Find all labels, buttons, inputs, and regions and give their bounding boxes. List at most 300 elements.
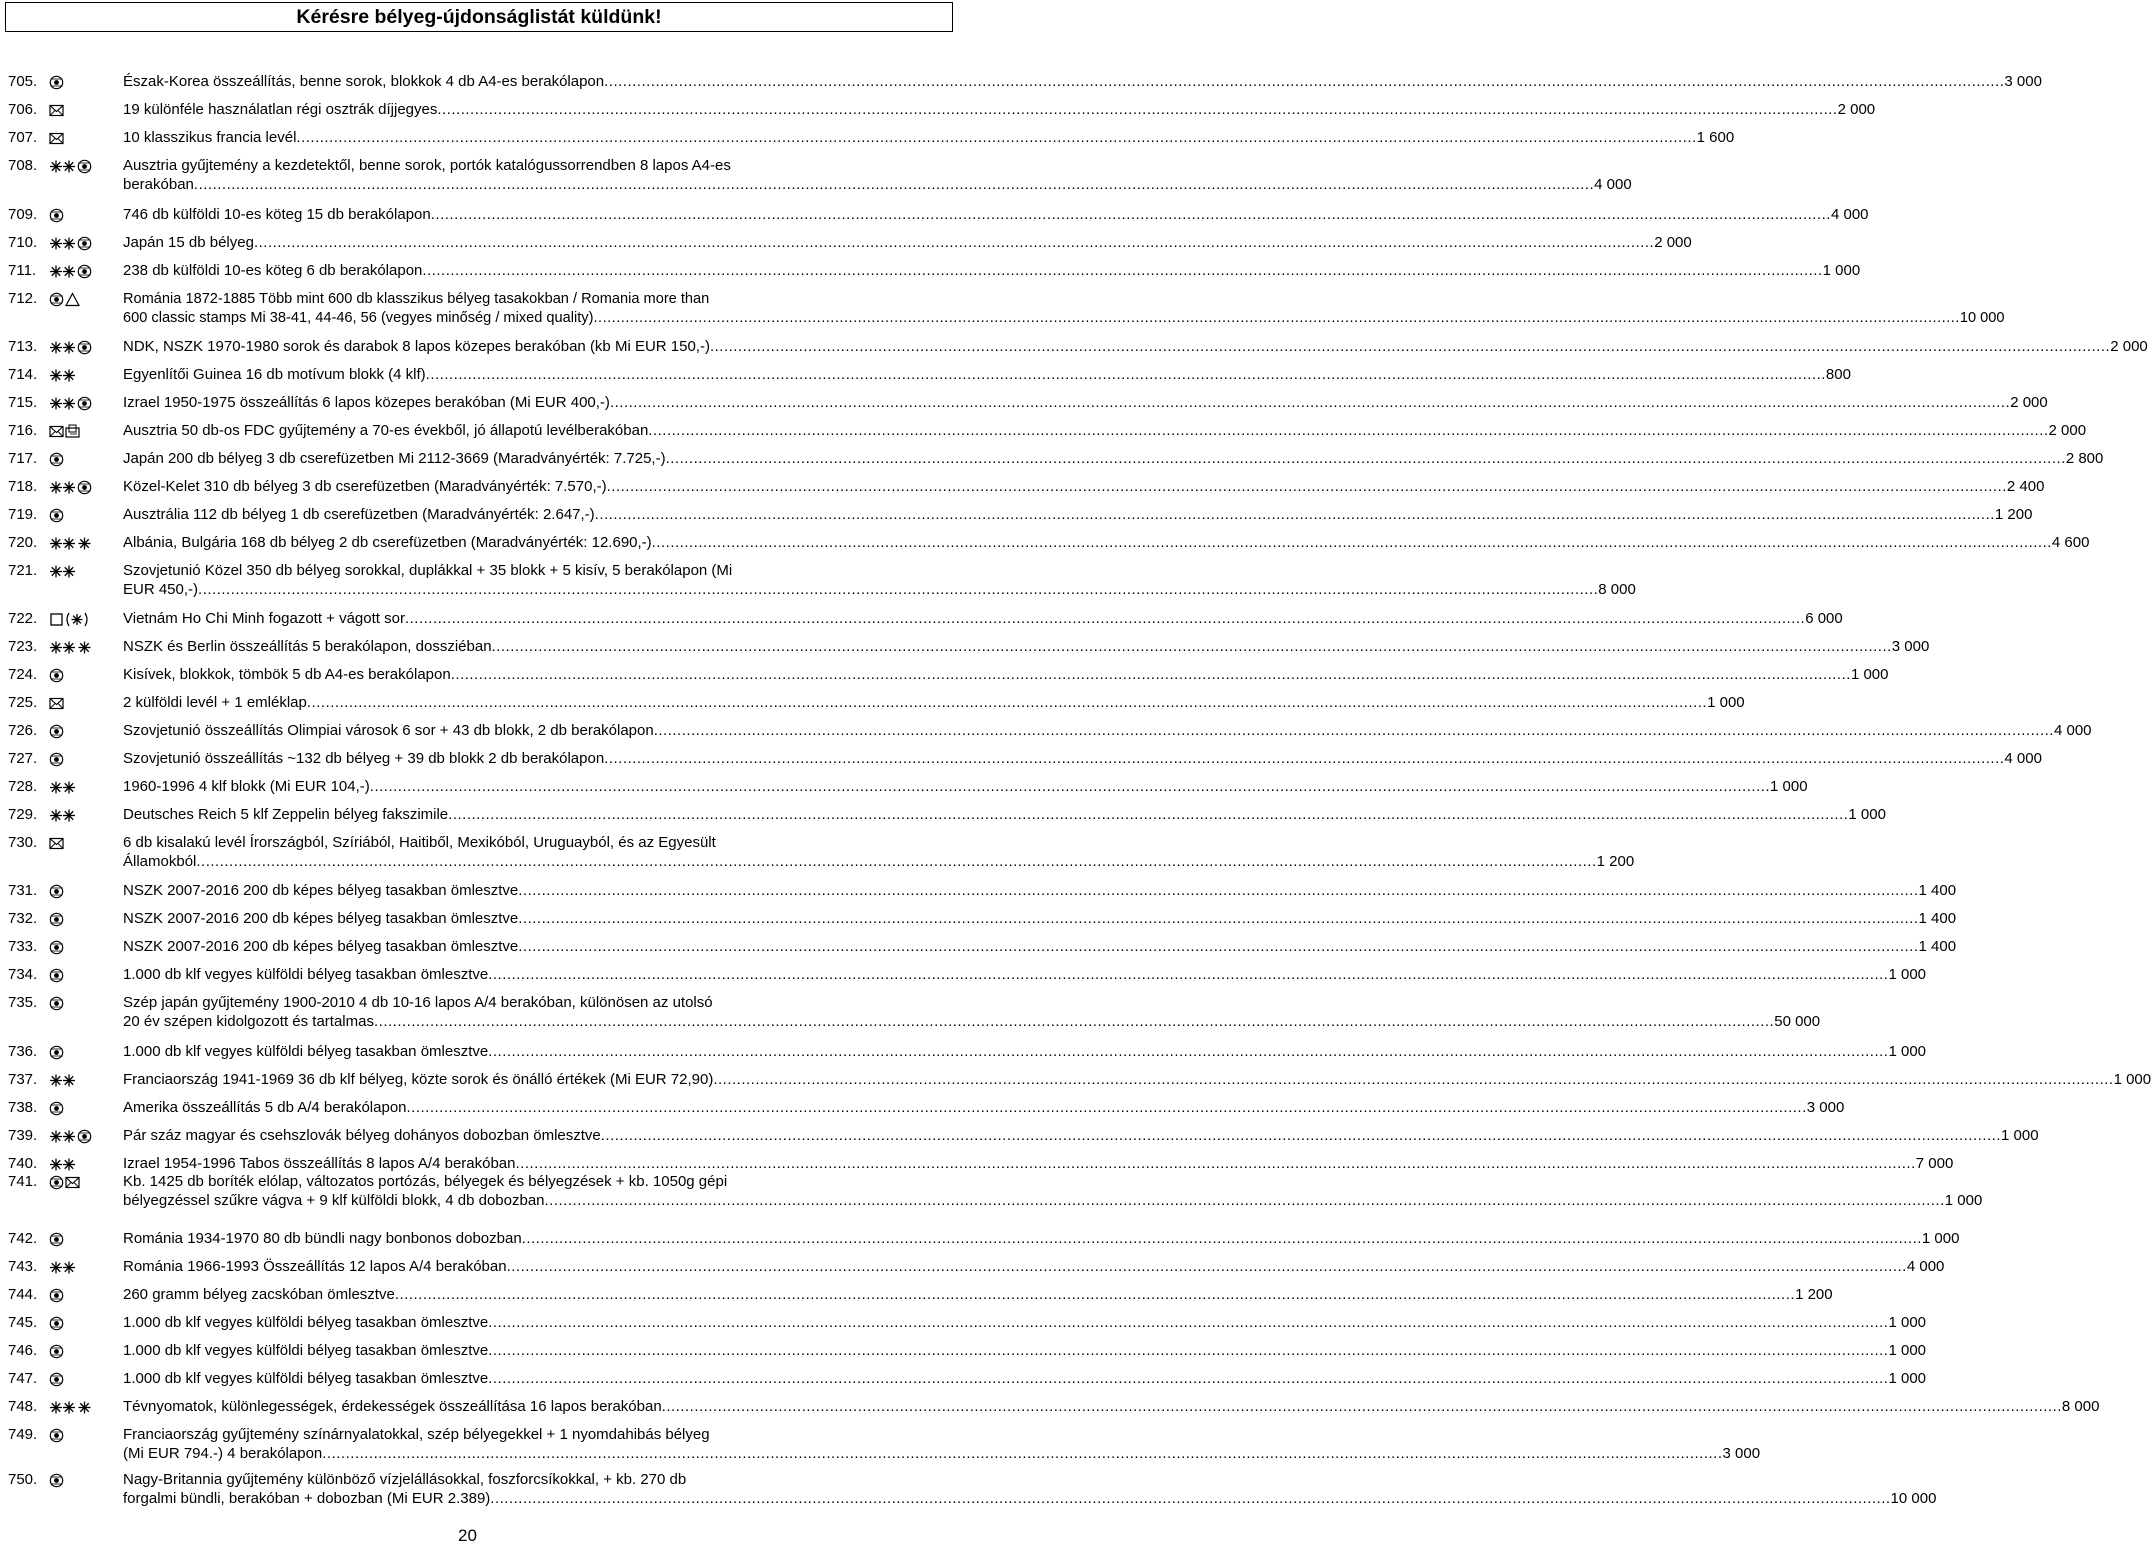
- lot-number: 730.: [8, 834, 38, 851]
- lot-price: 1 200: [1795, 1286, 1833, 1303]
- lot-condition-icons: [49, 1175, 80, 1190]
- lot-description: [123, 290, 2005, 328]
- lot-number: 710.: [8, 234, 38, 251]
- lot-description-line: [123, 234, 1692, 253]
- lot-description-line: [123, 1173, 906, 1192]
- lot-condition-icons: [49, 1316, 64, 1331]
- lot-condition-icons: [49, 368, 76, 383]
- lot-description-line: [123, 694, 1745, 713]
- lot-description-text: Szovjetunió Közel 350 db bélyeg sorokkal, duplákkal + 35 blokk + 5 kisív, 5 berakólapon (Mi: [123, 562, 733, 579]
- dot-leader: ............................................................................................................................................................................................................................................................................................................: [488, 1370, 1889, 1387]
- lot-description-text: forgalmi bündli, berakóban + dobozban (Mi EUR 2.389): [123, 1490, 491, 1507]
- lot-description-text: Japán 200 db bélyeg 3 db cserefüzetben Mi 2112-3669 (Maradványérték: 7.725,-): [123, 450, 666, 467]
- lot-description-line: [123, 750, 2042, 769]
- lot-condition-icons: [49, 1473, 64, 1488]
- dot-leader: ............................................................................................................................................................................................................................................................................................................: [518, 910, 1919, 927]
- lot-description-text: NSZK és Berlin összeállítás 5 berakólapon, dossziéban: [123, 638, 492, 655]
- lot-description-line: [123, 1342, 1927, 1361]
- lot-price: 2 000: [2010, 394, 2048, 411]
- lot-description-text: Egyenlítői Guinea 16 db motívum blokk (4 klf): [123, 366, 426, 383]
- lot-condition-icons: [49, 1344, 64, 1359]
- cancel-icon: [77, 396, 92, 411]
- mint-hinged-icon: [49, 1260, 76, 1275]
- lot-condition-icons: [49, 1428, 64, 1443]
- lot-condition-icons: [49, 808, 76, 823]
- lot-description-line: [123, 129, 1735, 148]
- lot-price: 3 000: [1806, 1099, 1845, 1116]
- dot-leader: ............................................................................................................................................................................................................................................................................................................: [651, 534, 2052, 551]
- dot-leader: ............................................................................................................................................................................................................................................................................................................: [506, 1258, 1907, 1275]
- dot-leader: ............................................................................................................................................................................................................................................................................................................: [609, 394, 2011, 411]
- dot-leader: ............................................................................................................................................................................................................................................................................................................: [606, 478, 2007, 495]
- lot-number: 719.: [8, 506, 38, 523]
- cancel-icon: [49, 1344, 64, 1359]
- lot-condition-icons: [49, 396, 92, 411]
- dot-leader: ............................................................................................................................................................................................................................................................................................................: [521, 1230, 1922, 1247]
- lot-description-line: [123, 610, 1843, 629]
- lot-price: 1 000: [1707, 694, 1745, 711]
- lot-price: 3 000: [2004, 73, 2042, 90]
- lot-description-line: [123, 101, 1876, 120]
- lot-description: [123, 1155, 1954, 1174]
- lot-price: 1 000: [1944, 1192, 1983, 1209]
- mint-hinged-icon: [49, 368, 76, 383]
- lot-description: [123, 1127, 2039, 1146]
- lot-price: 1 000: [1888, 1370, 1927, 1387]
- cancel-icon: [49, 996, 64, 1011]
- lot-description-line: [123, 422, 2087, 441]
- dot-leader: ............................................................................................................................................................................................................................................................................................................: [196, 853, 1597, 870]
- lot-description-text: Tévnyomatok, különlegességek, érdekességek összeállítása 16 lapos berakóban: [123, 1398, 662, 1415]
- mint-hinged-icon: [49, 159, 76, 174]
- lot-price: 1 200: [1994, 506, 2033, 523]
- lot-number: 736.: [8, 1043, 38, 1060]
- dot-leader: ............................................................................................................................................................................................................................................................................................................: [604, 750, 2005, 767]
- mint-hinged-icon: [49, 264, 76, 279]
- lot-price: 2 400: [2006, 478, 2045, 495]
- lot-description: [123, 1173, 1983, 1211]
- lot-number: 731.: [8, 882, 38, 899]
- lot-number: 718.: [8, 478, 38, 495]
- mint-hinged-icon: [49, 808, 76, 823]
- lot-number: 724.: [8, 666, 38, 683]
- lot-price: 4 000: [2004, 750, 2042, 767]
- lot-description-text: Kisívek, blokkok, tömbök 5 db A4-es berakólapon: [123, 666, 451, 683]
- dot-leader: ............................................................................................................................................................................................................................................................................................................: [369, 778, 1771, 795]
- lot-condition-icons: [49, 640, 92, 655]
- lot-condition-icons: [49, 1260, 76, 1275]
- lot-price: 2 800: [2065, 450, 2104, 467]
- lot-price: 1 000: [1888, 1342, 1927, 1359]
- cancel-icon: [77, 159, 92, 174]
- lot-description-line: [123, 290, 906, 309]
- cancel-icon: [49, 752, 64, 767]
- lot-price: 1 400: [1918, 910, 1957, 927]
- lot-number: 735.: [8, 994, 38, 1011]
- hinged-icon: [77, 640, 92, 655]
- lot-number: 726.: [8, 722, 38, 739]
- lot-description-text: 6 db kisalakú levél Írországból, Szíriából, Haitiből, Mexikóból, Uruguayból, és az Egyesült: [123, 834, 716, 851]
- cancel-icon: [49, 75, 64, 90]
- dot-leader: ............................................................................................................................................................................................................................................................................................................: [450, 666, 1851, 683]
- dot-leader: ............................................................................................................................................................................................................................................................................................................: [296, 129, 1697, 146]
- dot-leader: ............................................................................................................................................................................................................................................................................................................: [518, 882, 1919, 899]
- lot-description-text: 1960-1996 4 klf blokk (Mi EUR 104,-): [123, 778, 370, 795]
- lot-price: 10 000: [1959, 310, 2005, 326]
- lot-price: 10 000: [1890, 1490, 1937, 1507]
- lot-description-text: Ausztria gyűjtemény a kezdetektől, benne sorok, portók katalógussorrendben 8 lapos A4-es: [123, 157, 731, 174]
- lot-price: 4 000: [1594, 176, 1632, 193]
- lot-description-text: Japán 15 db bélyeg: [123, 234, 254, 251]
- lot-description: [123, 394, 2048, 413]
- dot-leader: ............................................................................................................................................................................................................................................................................................................: [198, 581, 1599, 598]
- dot-leader: ............................................................................................................................................................................................................................................................................................................: [491, 638, 1892, 655]
- lot-description-text: Szovjetunió összeállítás Olimpiai városok 6 sor + 43 db blokk, 2 db berakólapon: [123, 722, 654, 739]
- lot-price: 8 000: [1598, 581, 1636, 598]
- lot-description-line: [123, 1043, 1927, 1062]
- lot-description-text: 10 klasszikus francia levél: [123, 129, 297, 146]
- lot-description-line: [123, 581, 1636, 600]
- cancel-icon: [49, 508, 64, 523]
- lot-condition-icons: [49, 968, 64, 983]
- lot-description-line: [123, 1286, 1833, 1305]
- lot-description-text: bélyegzéssel szűkre vágva + 9 klf külföldi blokk, 4 db dobozban: [123, 1192, 545, 1209]
- lot-number: 734.: [8, 966, 38, 983]
- lot-condition-icons: [49, 1073, 76, 1088]
- lot-description-line: [123, 722, 2092, 741]
- lot-number: 739.: [8, 1127, 38, 1144]
- lot-number: 737.: [8, 1071, 38, 1088]
- lot-description-text: 1.000 db klf vegyes külföldi bélyeg tasakban ömlesztve: [123, 1370, 489, 1387]
- mint-hinged-icon: [49, 640, 76, 655]
- lot-description-line: [123, 1099, 1845, 1118]
- lot-condition-icons: [49, 696, 64, 711]
- lot-condition-icons: [49, 1157, 76, 1172]
- hinged-paren-icon: [65, 612, 89, 627]
- lot-description: [123, 506, 2033, 525]
- lot-number: 743.: [8, 1258, 38, 1275]
- lot-condition-icons: [49, 264, 92, 279]
- lot-number: 749.: [8, 1426, 38, 1443]
- lot-number: 728.: [8, 778, 38, 795]
- hinged-icon: [77, 1400, 92, 1415]
- mint-hinged-icon: [49, 1400, 76, 1415]
- lot-description-text: Szovjetunió összeállítás ~132 db bélyeg + 39 db blokk 2 db berakólapon: [123, 750, 605, 767]
- lot-description: [123, 694, 1745, 713]
- lot-number: 720.: [8, 534, 38, 551]
- lot-description: [123, 750, 2042, 769]
- lot-description-text: berakóban: [123, 176, 194, 193]
- dot-leader: ............................................................................................................................................................................................................................................................................................................: [518, 938, 1919, 955]
- lot-description: [123, 910, 1957, 929]
- lot-description: [123, 666, 1889, 685]
- lot-description-text: Kb. 1425 db boríték elólap, változatos portózás, bélyegek és bélyegzések + kb. 1050g gépi: [123, 1173, 728, 1190]
- lot-description-line: [123, 366, 1851, 385]
- lot-price: 2 000: [1837, 101, 1876, 118]
- envelope-icon: [49, 131, 64, 146]
- lot-condition-icons: [49, 1045, 64, 1060]
- dot-leader: ............................................................................................................................................................................................................................................................................................................: [544, 1192, 1945, 1209]
- lot-condition-icons: [49, 159, 92, 174]
- lot-condition-icons: [49, 131, 64, 146]
- lot-description-text: Franciaország gyűjtemény színárnyalatokkal, szép bélyegekkel + 1 nyomdahibás bélyeg: [123, 1426, 710, 1443]
- dot-leader: ............................................................................................................................................................................................................................................................................................................: [430, 206, 1831, 223]
- lot-description-line: [123, 666, 1889, 685]
- lot-number: 721.: [8, 562, 38, 579]
- lot-condition-icons: [49, 912, 64, 927]
- lot-number: 711.: [8, 262, 37, 279]
- lot-condition-icons: [49, 780, 76, 795]
- lot-price: 7 000: [1915, 1155, 1954, 1172]
- lot-price: 1 200: [1596, 853, 1635, 870]
- lot-condition-icons: [49, 884, 64, 899]
- dot-leader: ............................................................................................................................................................................................................................................................................................................: [594, 506, 1995, 523]
- lot-condition-icons: [49, 1232, 64, 1247]
- lot-condition-icons: [49, 1129, 92, 1144]
- lot-price: 8 000: [2061, 1398, 2100, 1415]
- dot-leader: ............................................................................................................................................................................................................................................................................................................: [422, 262, 1823, 279]
- lot-description-text: (Mi EUR 794.-) 4 berakólapon: [123, 1445, 323, 1462]
- lot-description: [123, 1398, 2100, 1417]
- lot-price: 1 600: [1696, 129, 1735, 146]
- lot-description-line: [123, 1127, 2039, 1146]
- lot-condition-icons: [49, 452, 64, 467]
- lot-description: [123, 1370, 1927, 1389]
- lot-condition-icons: [49, 1288, 64, 1303]
- lot-number: 745.: [8, 1314, 38, 1331]
- lot-description-text: Nagy-Britannia gyűjtemény különböző vízjelállásokkal, foszforcsíkokkal, + kb. 270 db: [123, 1471, 687, 1488]
- lot-number: 747.: [8, 1370, 38, 1387]
- lot-description-line: [123, 262, 1861, 281]
- cancel-icon: [49, 968, 64, 983]
- lot-number: 707.: [8, 129, 38, 146]
- lot-description: [123, 1230, 1960, 1249]
- lot-description-line: [123, 1013, 1821, 1032]
- lot-number: 740.: [8, 1155, 38, 1172]
- cancel-icon: [49, 1316, 64, 1331]
- lot-description: [123, 450, 2104, 469]
- lot-description: [123, 1314, 1927, 1333]
- cancel-icon: [49, 208, 64, 223]
- lot-number: 748.: [8, 1398, 38, 1415]
- lot-price: 1 000: [1850, 666, 1889, 683]
- lot-price: 1 400: [1918, 938, 1957, 955]
- dot-leader: ............................................................................................................................................................................................................................................................................................................: [515, 1155, 1916, 1172]
- cancel-icon: [49, 884, 64, 899]
- cancel-icon: [49, 1473, 64, 1488]
- lot-description-text: 1.000 db klf vegyes külföldi bélyeg tasakban ömlesztve: [123, 1314, 489, 1331]
- lot-description-line: [123, 506, 2033, 525]
- triangle-icon: [65, 292, 80, 307]
- lot-number: 742.: [8, 1230, 38, 1247]
- lot-description-line: [123, 853, 1635, 872]
- dot-leader: ............................................................................................................................................................................................................................................................................................................: [306, 694, 1708, 711]
- lot-description-text: NDK, NSZK 1970-1980 sorok és darabok 8 lapos közepes berakóban (kb Mi EUR 150,-): [123, 338, 710, 355]
- lot-description-line: [123, 1370, 1927, 1389]
- lot-description-text: 746 db külföldi 10-es köteg 15 db berakólapon: [123, 206, 431, 223]
- lot-description-text: Deutsches Reich 5 klf Zeppelin bélyeg fakszimile: [123, 806, 449, 823]
- dot-leader: ............................................................................................................................................................................................................................................................................................................: [661, 1398, 2062, 1415]
- lot-description: [123, 422, 2087, 441]
- lot-price: 800: [1825, 366, 1851, 383]
- lot-price: 1 000: [2113, 1071, 2151, 1088]
- lot-description-text: Államokból: [123, 853, 197, 870]
- lot-number: 729.: [8, 806, 38, 823]
- lot-condition-icons: [49, 940, 64, 955]
- dot-leader: ............................................................................................................................................................................................................................................................................................................: [394, 1286, 1796, 1303]
- lot-price: 1 000: [1770, 778, 1808, 795]
- mint-hinged-icon: [49, 1073, 76, 1088]
- dot-leader: ............................................................................................................................................................................................................................................................................................................: [648, 422, 2049, 439]
- cancel-icon: [49, 1045, 64, 1060]
- lot-price: 1 000: [1888, 1043, 1927, 1060]
- lot-description-line: [123, 394, 2048, 413]
- dot-leader: ............................................................................................................................................................................................................................................................................................................: [490, 1490, 1891, 1507]
- lot-description-text: Románia 1966-1993 Összeállítás 12 lapos A/4 berakóban: [123, 1258, 507, 1275]
- mint-hinged-icon: [49, 480, 76, 495]
- lot-description-text: Izrael 1950-1975 összeállítás 6 lapos közepes berakóban (Mi EUR 400,-): [123, 394, 610, 411]
- lot-condition-icons: [49, 292, 80, 307]
- lot-description-text: 600 classic stamps Mi 38-41, 44-46, 56 (vegyes minőség / mixed quality): [123, 310, 594, 326]
- lot-description-line: [123, 638, 1930, 657]
- mint-hinged-icon: [49, 396, 76, 411]
- lot-description-text: 260 gramm bélyeg zacskóban ömlesztve: [123, 1286, 395, 1303]
- lot-price: 1 000: [2001, 1127, 2039, 1144]
- lot-description: [123, 1471, 1937, 1509]
- lot-description-text: Észak-Korea összeállítás, benne sorok, blokkok 4 db A4-es berakólapon: [123, 73, 605, 90]
- square-icon: [49, 612, 64, 627]
- lot-description: [123, 157, 1632, 195]
- lot-number: 714.: [8, 366, 38, 383]
- lot-condition-icons: [49, 508, 64, 523]
- lot-price: 2 000: [2048, 422, 2087, 439]
- lot-description-text: Pár száz magyar és csehszlovák bélyeg dohányos dobozban ömlesztve: [123, 1127, 601, 1144]
- lot-description-line: [123, 778, 1808, 797]
- lot-condition-icons: [49, 480, 92, 495]
- dot-leader: ............................................................................................................................................................................................................................................................................................................: [373, 1013, 1775, 1030]
- lot-price: 1 000: [1921, 1230, 1960, 1247]
- lot-description-line: [123, 478, 2045, 497]
- cancel-icon: [49, 1428, 64, 1443]
- cancel-icon: [49, 1372, 64, 1387]
- lot-condition-icons: [49, 1101, 64, 1116]
- lot-description-text: 238 db külföldi 10-es köteg 6 db berakólapon: [123, 262, 423, 279]
- dot-leader: ............................................................................................................................................................................................................................................................................................................: [437, 101, 1838, 118]
- lot-description-line: [123, 1314, 1927, 1333]
- lot-number: 709.: [8, 206, 38, 223]
- lot-condition-icons: [49, 75, 64, 90]
- lot-price: 2 000: [1654, 234, 1692, 251]
- lot-description: [123, 1258, 1945, 1277]
- lot-condition-icons: [49, 612, 89, 627]
- cancel-icon: [49, 1175, 64, 1190]
- cancel-icon: [77, 236, 92, 251]
- lot-description-line: [123, 73, 2042, 92]
- lot-description-text: 1.000 db klf vegyes külföldi bélyeg tasakban ömlesztve: [123, 966, 489, 983]
- lot-description-line: [123, 1445, 1761, 1464]
- lot-number: 705.: [8, 73, 38, 90]
- mint-hinged-icon: [49, 564, 76, 579]
- lot-number: 741.: [8, 1173, 38, 1190]
- lot-description-text: Franciaország 1941-1969 36 db klf bélyeg, közte sorok és önálló értékek (Mi EUR 72,90): [123, 1071, 714, 1088]
- lot-price: 4 600: [2051, 534, 2090, 551]
- dot-leader: ............................................................................................................................................................................................................................................................................................................: [322, 1445, 1723, 1462]
- lot-description: [123, 966, 1927, 985]
- lot-description: [123, 938, 1957, 957]
- lot-description-text: Izrael 1954-1996 Tabos összeállítás 8 lapos A/4 berakóban: [123, 1155, 516, 1172]
- lot-number: 744.: [8, 1286, 38, 1303]
- dot-leader: ............................................................................................................................................................................................................................................................................................................: [653, 722, 2054, 739]
- dot-leader: ............................................................................................................................................................................................................................................................................................................: [193, 176, 1595, 193]
- cancel-icon: [49, 1101, 64, 1116]
- lot-description-line: [123, 806, 1886, 825]
- cancel-icon: [77, 264, 92, 279]
- lot-price: 1 400: [1918, 882, 1957, 899]
- cancel-icon: [77, 340, 92, 355]
- lot-description-line: [123, 1071, 2151, 1090]
- lot-description: [123, 806, 1886, 825]
- mint-hinged-icon: [49, 1157, 76, 1172]
- lot-description: [123, 722, 2092, 741]
- lot-description-line: [123, 1471, 906, 1490]
- lot-number: 712.: [8, 290, 38, 307]
- lot-description: [123, 1426, 1761, 1464]
- lot-description: [123, 610, 1843, 629]
- lot-price: 4 000: [1906, 1258, 1945, 1275]
- lot-description-text: Szép japán gyűjtemény 1900-2010 4 db 10-16 lapos A/4 berakóban, különösen az utolsó: [123, 994, 713, 1011]
- lot-price: 1 000: [1848, 806, 1886, 823]
- lot-description: [123, 882, 1957, 901]
- cancel-icon: [49, 912, 64, 927]
- lot-description-text: Románia 1872-1885 Több mint 600 db klasszikus bélyeg tasakokban / Romania more than: [123, 291, 710, 307]
- lot-description-text: Ausztrália 112 db bélyeg 1 db cserefüzetben (Maradványérték: 2.647,-): [123, 506, 595, 523]
- lot-description-line: [123, 1155, 1954, 1174]
- lot-description: [123, 478, 2045, 497]
- dot-leader: ............................................................................................................................................................................................................................................................................................................: [425, 366, 1826, 383]
- envelope-icon: [65, 1175, 80, 1190]
- lot-description-text: 20 év szépen kidolgozott és tartalmas: [123, 1013, 374, 1030]
- lot-description-text: 1.000 db klf vegyes külföldi bélyeg tasakban ömlesztve: [123, 1043, 489, 1060]
- lot-description-text: Amerika összeállítás 5 db A/4 berakólapon: [123, 1099, 407, 1116]
- lot-description-line: [123, 338, 2148, 357]
- lot-description: [123, 994, 1821, 1032]
- lot-description-line: [123, 966, 1927, 985]
- lot-description: [123, 338, 2148, 357]
- lot-number: 715.: [8, 394, 38, 411]
- dot-leader: ............................................................................................................................................................................................................................................................................................................: [448, 806, 1849, 823]
- dot-leader: ............................................................................................................................................................................................................................................................................................................: [604, 73, 2005, 90]
- dot-leader: ............................................................................................................................................................................................................................................................................................................: [593, 310, 1960, 326]
- lot-price: 4 000: [2053, 722, 2092, 739]
- dot-leader: ............................................................................................................................................................................................................................................................................................................: [488, 1043, 1889, 1060]
- lot-description-line: [123, 176, 1632, 195]
- lot-price: 3 000: [1891, 638, 1930, 655]
- lot-description-line: [123, 938, 1957, 957]
- lot-description-line: [123, 1490, 1937, 1509]
- mint-hinged-icon: [49, 1129, 76, 1144]
- lot-description-line: [123, 206, 1869, 225]
- lot-description-line: [123, 534, 2090, 553]
- lot-number: 732.: [8, 910, 38, 927]
- lot-description-line: [123, 1230, 1960, 1249]
- lot-condition-icons: [49, 536, 92, 551]
- lot-number: 722.: [8, 610, 38, 627]
- lot-description-text: NSZK 2007-2016 200 db képes bélyeg tasakban ömlesztve: [123, 910, 519, 927]
- dot-leader: ............................................................................................................................................................................................................................................................................................................: [404, 610, 1806, 627]
- lot-description-text: 19 különféle használatlan régi osztrák díjjegyes: [123, 101, 438, 118]
- dot-leader: ............................................................................................................................................................................................................................................................................................................: [488, 1342, 1889, 1359]
- dot-leader: ............................................................................................................................................................................................................................................................................................................: [713, 1071, 2114, 1088]
